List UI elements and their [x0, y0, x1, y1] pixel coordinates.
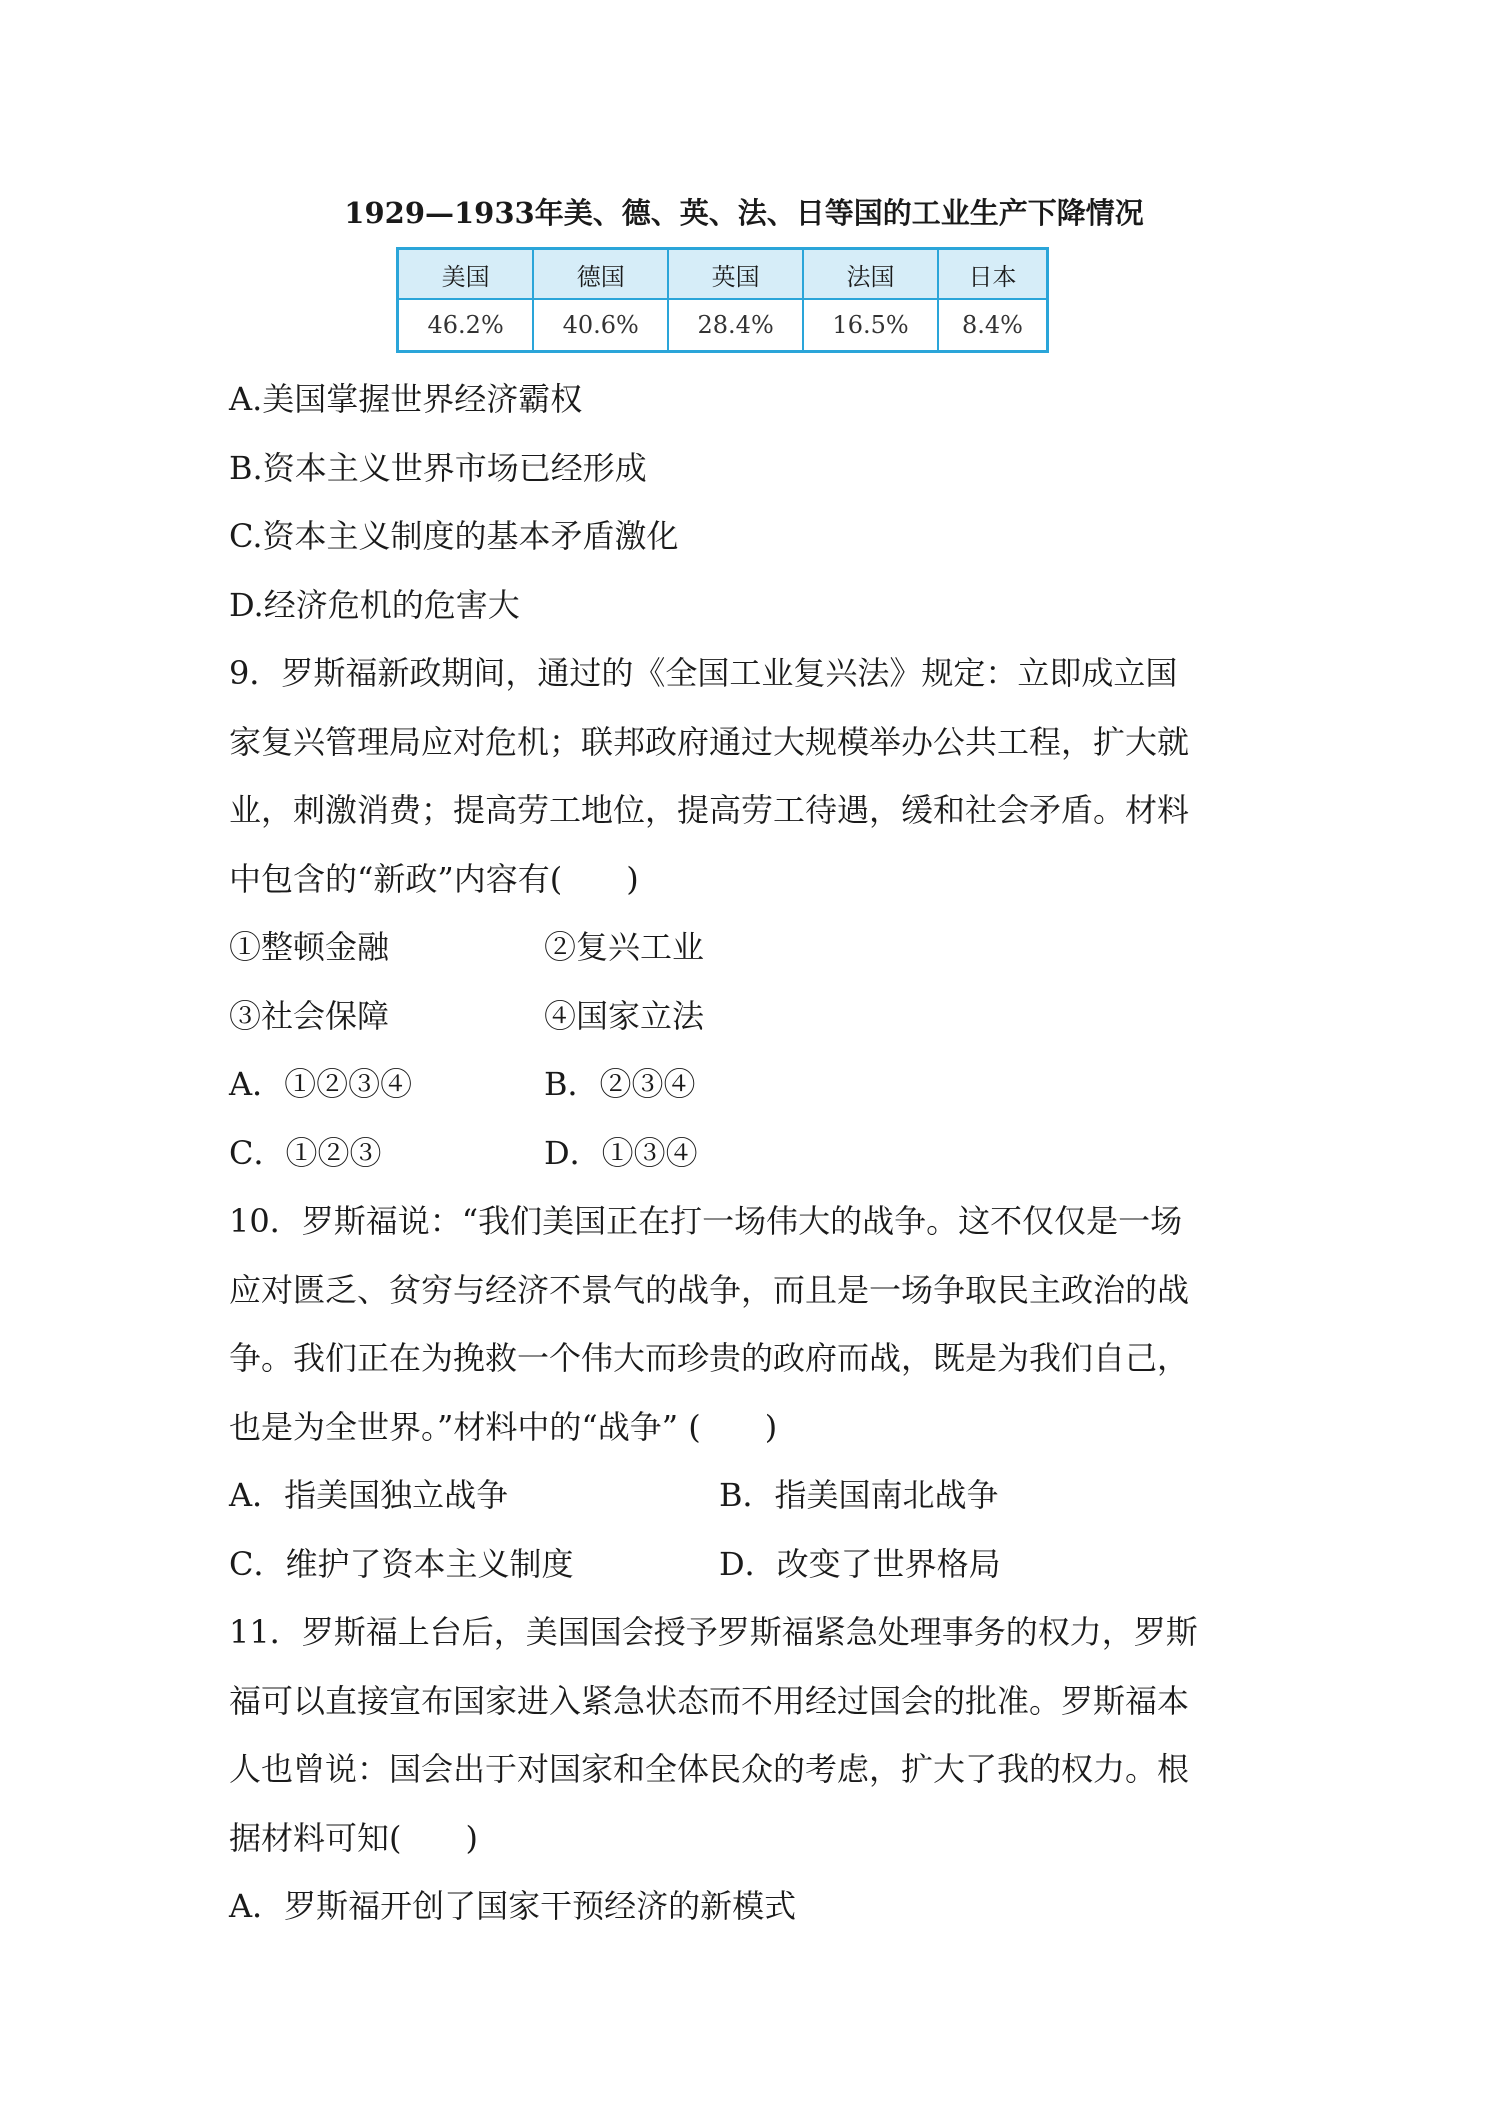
q8-option-c: C.资本主义制度的基本矛盾激化	[229, 517, 679, 555]
q9-stem-line-3: 业，刺激消费；提高劳工地位，提高劳工待遇，缓和社会矛盾。材料	[229, 791, 1190, 829]
value-cell-uk: 28.4%	[668, 299, 803, 352]
header-cell-uk: 英国	[668, 249, 803, 300]
q8-option-a: A.美国掌握世界经济霸权	[229, 380, 583, 418]
value-cell-france: 16.5%	[803, 299, 938, 352]
q9-stem-line-2: 家复兴管理局应对危机；联邦政府通过大规模举办公共工程，扩大就	[229, 723, 1190, 761]
q9-option-a: A．①②③④	[229, 1065, 413, 1103]
q9-option-c: C．①②③	[229, 1134, 382, 1172]
q9-option-d: D．①③④	[544, 1134, 698, 1172]
q9-stem-line-1: 9．罗斯福新政期间，通过的《全国工业复兴法》规定：立即成立国	[229, 654, 1178, 692]
q11-option-a: A．罗斯福开创了国家干预经济的新模式	[229, 1887, 797, 1925]
q10-option-b: B．指美国南北战争	[719, 1476, 999, 1514]
q9-stem-line-4: 中包含的“新政”内容有( )	[229, 860, 639, 898]
q9-item-1: ①整顿金融	[229, 928, 390, 966]
q10-stem-line-4: 也是为全世界。”材料中的“战争” ( )	[229, 1408, 778, 1446]
value-cell-japan: 8.4%	[938, 299, 1048, 352]
q8-option-d: D.经济危机的危害大	[229, 586, 520, 624]
q9-item-2: ②复兴工业	[544, 928, 705, 966]
table-value-row	[398, 299, 1048, 352]
q11-stem-line-4: 据材料可知( )	[229, 1819, 478, 1857]
industrial-decline-table	[396, 247, 1049, 353]
q10-option-d: D．改变了世界格局	[719, 1545, 1001, 1583]
header-cell-france: 法国	[803, 249, 938, 300]
value-cell-usa: 46.2%	[398, 299, 534, 352]
q9-option-b: B．②③④	[544, 1065, 696, 1103]
header-cell-usa: 美国	[398, 249, 534, 300]
q10-option-c: C．维护了资本主义制度	[229, 1545, 574, 1583]
q10-stem-line-2: 应对匮乏、贫穷与经济不景气的战争，而且是一场争取民主政治的战	[229, 1271, 1190, 1309]
table-title: 1929—1933年美、德、英、法、日等国的工业生产下降情况	[344, 196, 1144, 230]
table-header-row	[398, 249, 1048, 300]
q11-stem-line-3: 人也曾说：国会出于对国家和全体民众的考虑，扩大了我的权力。根	[229, 1750, 1190, 1788]
q11-stem-line-2: 福可以直接宣布国家进入紧急状态而不用经过国会的批准。罗斯福本	[229, 1682, 1190, 1720]
q10-option-a: A．指美国独立战争	[229, 1476, 509, 1514]
q10-stem-line-3: 争。我们正在为挽救一个伟大而珍贵的政府而战，既是为我们自己，	[229, 1339, 1190, 1377]
q9-item-3: ③社会保障	[229, 997, 390, 1035]
value-cell-germany: 40.6%	[533, 299, 668, 352]
q9-item-4: ④国家立法	[544, 997, 705, 1035]
header-cell-germany: 德国	[533, 249, 668, 300]
q11-stem-line-1: 11．罗斯福上台后，美国国会授予罗斯福紧急处理事务的权力，罗斯	[229, 1613, 1198, 1651]
q8-option-b: B.资本主义世界市场已经形成	[229, 449, 647, 487]
q10-stem-line-1: 10．罗斯福说：“我们美国正在打一场伟大的战争。这不仅仅是一场	[229, 1202, 1183, 1240]
header-cell-japan: 日本	[938, 249, 1048, 300]
